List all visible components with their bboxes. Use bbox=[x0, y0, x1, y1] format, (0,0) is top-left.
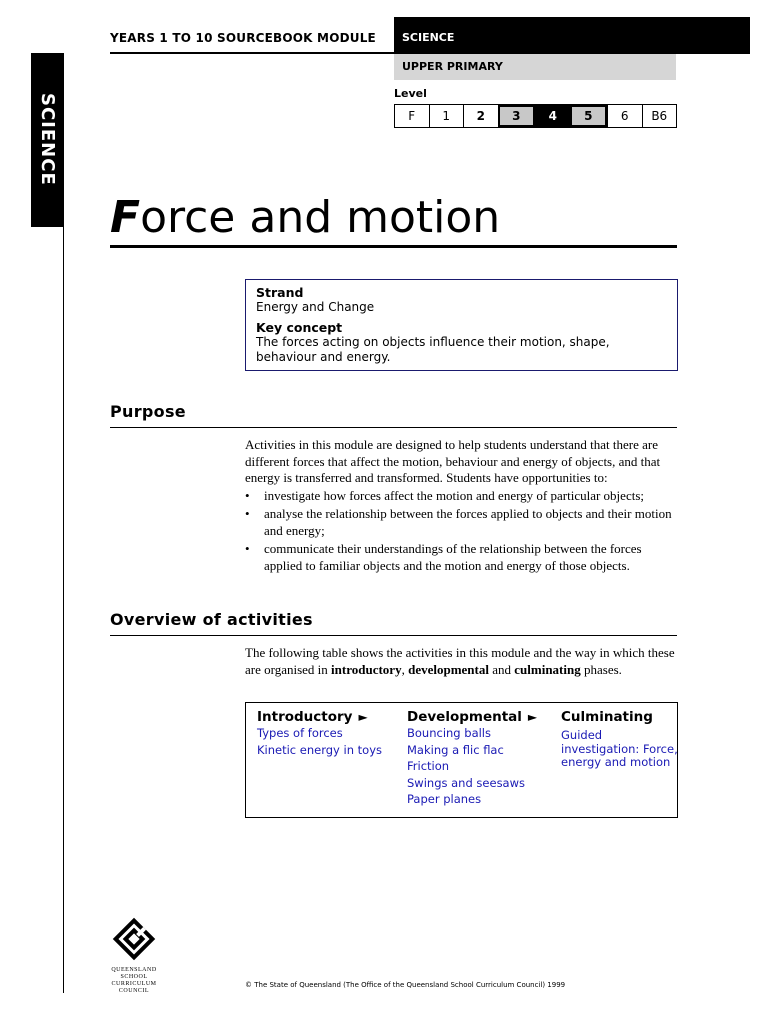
arrow-right-icon: ► bbox=[527, 710, 538, 724]
key-concept-heading: Key concept bbox=[256, 320, 343, 335]
purpose-intro: Activities in this module are designed to help students understand that there are different forces that affect the motion, behaviour and energy of objects, and that energy is transferred and transformed. Students have opportunities to: bbox=[245, 437, 661, 485]
title-rest: orce and motion bbox=[140, 192, 501, 243]
page-title bbox=[110, 192, 500, 243]
level-cell-2: 2 bbox=[463, 105, 498, 127]
strand-box bbox=[245, 279, 678, 371]
band-banner: UPPER PRIMARY bbox=[394, 54, 676, 80]
side-rule bbox=[63, 227, 64, 993]
activity-link[interactable]: Making a flic flac bbox=[407, 742, 504, 757]
copyright-footer: © The State of Queensland (The Office of the Queensland School Curriculum Council) 1999 bbox=[245, 981, 566, 989]
phase-introductory: introductory bbox=[331, 661, 402, 677]
logo-line: CURRICULUM bbox=[111, 981, 157, 987]
activity-link[interactable]: Friction bbox=[407, 759, 450, 773]
logo-line: SCHOOL bbox=[120, 974, 148, 980]
level-cell-1: 1 bbox=[429, 105, 464, 127]
arrow-right-icon: ► bbox=[358, 710, 368, 724]
module-title: YEARS 1 TO 10 SOURCEBOOK MODULE bbox=[110, 31, 376, 45]
list-item: • investigate how forces affect the motion and energy of particular objects; bbox=[245, 487, 644, 503]
subject-banner: SCIENCE bbox=[394, 17, 750, 54]
activities-table bbox=[245, 702, 678, 818]
introductory-column bbox=[257, 709, 382, 758]
logo-line: QUEENSLAND bbox=[111, 967, 157, 973]
activity-link[interactable]: Paper planes bbox=[407, 792, 482, 806]
purpose-rule bbox=[110, 427, 677, 428]
title-first-letter: F bbox=[110, 192, 141, 243]
overview-intro: The following table shows the activities in this module and the way in which these are organised in introductory, developmental and culminating phases. bbox=[245, 645, 675, 677]
level-cell-5: 5 bbox=[570, 105, 608, 127]
level-cell-4: 4 bbox=[535, 105, 570, 127]
culminating-column bbox=[561, 709, 681, 770]
list-item: • analyse the relationship between the forces applied to objects and their motion and energy; bbox=[245, 506, 672, 538]
activity-link[interactable]: Bouncing balls bbox=[407, 726, 491, 740]
developmental-heading: Developmental bbox=[407, 709, 522, 725]
level-label: Level bbox=[394, 87, 427, 100]
strand-heading: Strand bbox=[256, 285, 304, 300]
phase-developmental: developmental bbox=[408, 661, 489, 677]
overview-rule bbox=[110, 635, 677, 636]
activity-link[interactable]: Types of forces bbox=[257, 726, 343, 740]
activity-link[interactable]: Guided investigation: Force, energy and motion bbox=[561, 728, 678, 769]
purpose-heading: Purpose bbox=[110, 402, 186, 421]
level-cell-3: 3 bbox=[498, 105, 536, 127]
header-rule bbox=[110, 52, 394, 54]
introductory-heading: Introductory bbox=[257, 709, 353, 725]
list-item: • communicate their understandings of the relationship between the forces applied to familiar objects and the motion and energy of those objects. bbox=[245, 541, 642, 573]
culminating-heading: Culminating bbox=[561, 709, 653, 725]
activity-link[interactable]: Swings and seesaws bbox=[407, 775, 526, 790]
developmental-column bbox=[407, 709, 537, 808]
level-scale bbox=[394, 104, 677, 128]
purpose-list bbox=[245, 488, 677, 575]
key-concept-value: The forces acting on objects influence their motion, shape, behaviour and energy. bbox=[256, 335, 610, 364]
title-rule bbox=[110, 245, 677, 248]
overview-heading: Overview of activities bbox=[110, 610, 313, 629]
purpose-body bbox=[245, 437, 677, 576]
logo-line: COUNCIL bbox=[118, 988, 150, 994]
side-tab-label: SCIENCE bbox=[37, 93, 58, 186]
strand-value: Energy and Change bbox=[256, 300, 375, 314]
phase-culminating: culminating bbox=[514, 661, 581, 677]
level-cell-b6: B6 bbox=[642, 105, 677, 127]
level-cell-6: 6 bbox=[607, 105, 642, 127]
activity-link[interactable]: Kinetic energy in toys bbox=[257, 742, 382, 757]
qscc-logo bbox=[108, 915, 160, 995]
level-cell-f: F bbox=[408, 109, 416, 123]
